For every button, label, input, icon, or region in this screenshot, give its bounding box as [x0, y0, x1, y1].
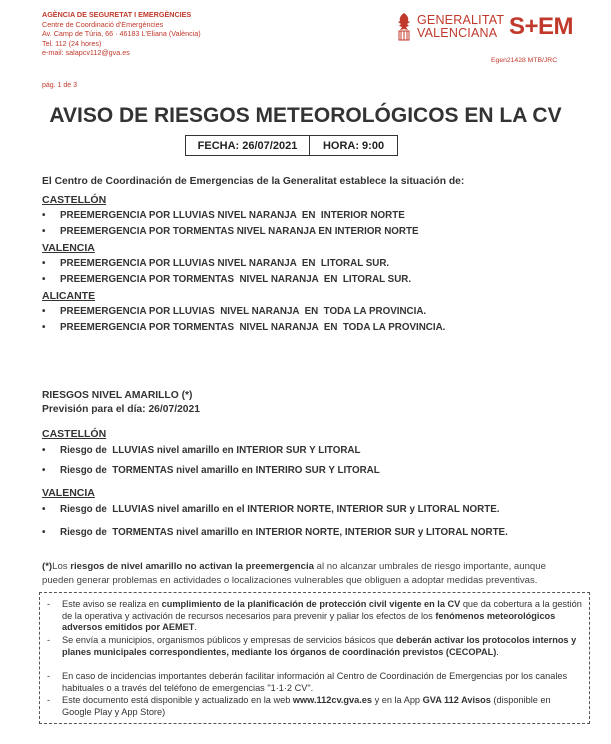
info-text: Se envía a municipios, organismos públicos y empresas de servicios básicos que	[62, 635, 396, 645]
item-text: PREEMERGENCIA POR LLUVIAS NIVEL NARANJA EN LITORAL SUR.	[60, 258, 390, 269]
section-valencia: VALENCIA	[42, 242, 95, 254]
info-text: Este aviso se realiza en	[62, 599, 162, 609]
info-text: En caso de incidencias importantes deberán facilitar información al Centro de Coordinación de Emergencias por los canales habituales o a través del teléfono de emergencias "1·1·2 CV".	[62, 671, 568, 693]
agency-header	[42, 10, 201, 58]
agency-phone: Tel. 112 (24 hores)	[42, 38, 102, 48]
info-text: Este documento está disponible y actualizado en la web	[62, 695, 293, 705]
agency-address: Av. Camp de Túria, 66 · 46183 L'Eliana (València)	[42, 29, 201, 39]
generalitat-logo-text	[417, 14, 504, 40]
intro-text: El Centro de Coordinación de Emergencias de la Generalitat establece la situación de:	[42, 176, 465, 187]
item-text: Riesgo de TORMENTAS nivel amarillo en INTERIRO SUR Y LITORAL	[60, 465, 380, 476]
item-text: PREEMERGENCIA POR LLUVIAS NIVEL NARANJA EN TODA LA PROVINCIA.	[60, 306, 427, 317]
dash-bullet: -	[47, 635, 51, 645]
yellow-risk-header	[42, 389, 200, 417]
info-box	[39, 592, 590, 724]
section-valencia-amarillo: VALENCIA	[42, 487, 95, 499]
info-text: que da cobertura a la gestión de la operativa y activación de recursos necesarios para prevenir y paliar los efectos de los	[62, 599, 582, 621]
agency-name: AGÈNCIA DE SEGURETAT I EMERGÈNCIES	[42, 10, 192, 19]
item-text: PREEMERGENCIA POR TORMENTAS NIVEL NARANJA EN INTERIOR NORTE	[60, 226, 419, 237]
logo-line-1: GENERALITAT	[417, 13, 505, 27]
info-item	[47, 599, 582, 634]
list-item: • PREEMERGENCIA POR TORMENTAS NIVEL NARANJA EN TODA LA PROVINCIA.	[42, 322, 446, 333]
note-text: al no alcanzar umbrales de riesgo importante, aunque pueden generar problemas en actividades o localizaciones vulnerables que obliguen a adoptar medidas preventivas.	[42, 561, 546, 586]
note-bold: riesgos de nivel amarillo no activan la preemergencia	[70, 561, 314, 572]
dash-bullet: -	[47, 695, 51, 705]
list-item: • PREEMERGENCIA POR LLUVIAS NIVEL NARANJA EN INTERIOR NORTE	[42, 210, 405, 221]
info-text: .	[496, 646, 499, 657]
info-bold-text: deberán activar los protocolos internos y planes municipales correspondientes, mediante los órganos de coordinación previstos (CECOPAL)	[62, 635, 577, 657]
yellow-risk-title: RIESGOS NIVEL AMARILLO (*)	[42, 390, 193, 401]
page-number: pág. 1 de 3	[42, 82, 78, 89]
page-title: AVISO DE RIESGOS METEOROLÓGICOS EN LA CV	[49, 104, 562, 127]
agency-line: Centre de Coordinació d'Emergències	[42, 19, 164, 29]
section-castellon: CASTELLÓN	[42, 194, 107, 206]
item-text: Riesgo de TORMENTAS nivel amarillo en INTERIOR NORTE, INTERIOR SUR y LITORAL NORTE.	[60, 527, 508, 538]
sem-logo: S+EM	[509, 13, 574, 40]
info-item	[47, 695, 582, 718]
info-item	[47, 671, 582, 694]
info-bold-text: www.112cv.gva.es	[292, 695, 373, 705]
item-text: Riesgo de LLUVIAS nivel amarillo en INTERIOR SUR Y LITORAL	[60, 445, 361, 456]
note-prefix: (*)	[42, 561, 53, 572]
item-text: PREEMERGENCIA POR TORMENTAS NIVEL NARANJA EN TODA LA PROVINCIA.	[60, 322, 446, 333]
list-item: • PREEMERGENCIA POR LLUVIAS NIVEL NARANJA EN LITORAL SUR.	[42, 258, 390, 269]
dash-bullet: -	[47, 599, 51, 609]
list-item: • Riesgo de TORMENTAS nivel amarillo en INTERIOR NORTE, INTERIOR SUR y LITORAL NORTE.	[42, 527, 508, 538]
info-text: (disponible en Google Play y App Store)	[62, 695, 551, 717]
info-bold-text: fenómenos meteorológicos adversos emitidos por AEMET	[62, 610, 556, 633]
info-text: .	[194, 622, 197, 633]
info-text: y en la App	[372, 695, 423, 705]
note-text: Los	[52, 561, 71, 572]
item-text: Riesgo de LLUVIAS nivel amarillo en el INTERIOR NORTE, INTERIOR SUR y LITORAL NORTE.	[60, 504, 500, 515]
info-item	[47, 635, 582, 658]
date-label: FECHA: 26/07/2021	[186, 136, 310, 155]
list-item: • Riesgo de LLUVIAS nivel amarillo en el INTERIOR NORTE, INTERIOR SUR y LITORAL NORTE.	[42, 504, 500, 515]
info-bold-text: cumplimiento de la planificación de protección civil vigente en la CV	[161, 599, 461, 609]
agency-email[interactable]: e-mail: salapcv112@gva.es	[42, 48, 130, 58]
list-item: • PREEMERGENCIA POR LLUVIAS NIVEL NARANJA EN TODA LA PROVINCIA.	[42, 306, 427, 317]
logo-line-2: VALENCIANA	[417, 26, 498, 40]
section-alicante: ALICANTE	[42, 290, 96, 302]
list-item: • PREEMERGENCIA POR TORMENTAS NIVEL NARANJA EN INTERIOR NORTE	[42, 226, 419, 237]
list-item: • Riesgo de LLUVIAS nivel amarillo en INTERIOR SUR Y LITORAL	[42, 445, 361, 456]
forecast-date: Previsión para el día: 26/07/2021	[42, 404, 200, 415]
item-text: PREEMERGENCIA POR TORMENTAS NIVEL NARANJA EN LITORAL SUR.	[60, 274, 412, 285]
yellow-risk-note	[42, 560, 567, 587]
list-item: • PREEMERGENCIA POR TORMENTAS NIVEL NARANJA EN LITORAL SUR.	[42, 274, 412, 285]
time-label: HORA: 9:00	[322, 139, 385, 152]
section-castellon-amarillo: CASTELLÓN	[42, 428, 107, 440]
info-bold-text: GVA 112 Avisos	[422, 695, 491, 705]
generalitat-bat-icon	[396, 12, 412, 42]
date-time-box	[185, 135, 398, 156]
document-reference: Egen21428 MTB/JRC	[491, 57, 558, 64]
dash-bullet: -	[47, 671, 51, 681]
item-text: PREEMERGENCIA POR LLUVIAS NIVEL NARANJA EN INTERIOR NORTE	[60, 210, 405, 221]
list-item: • Riesgo de TORMENTAS nivel amarillo en INTERIRO SUR Y LITORAL	[42, 465, 380, 476]
